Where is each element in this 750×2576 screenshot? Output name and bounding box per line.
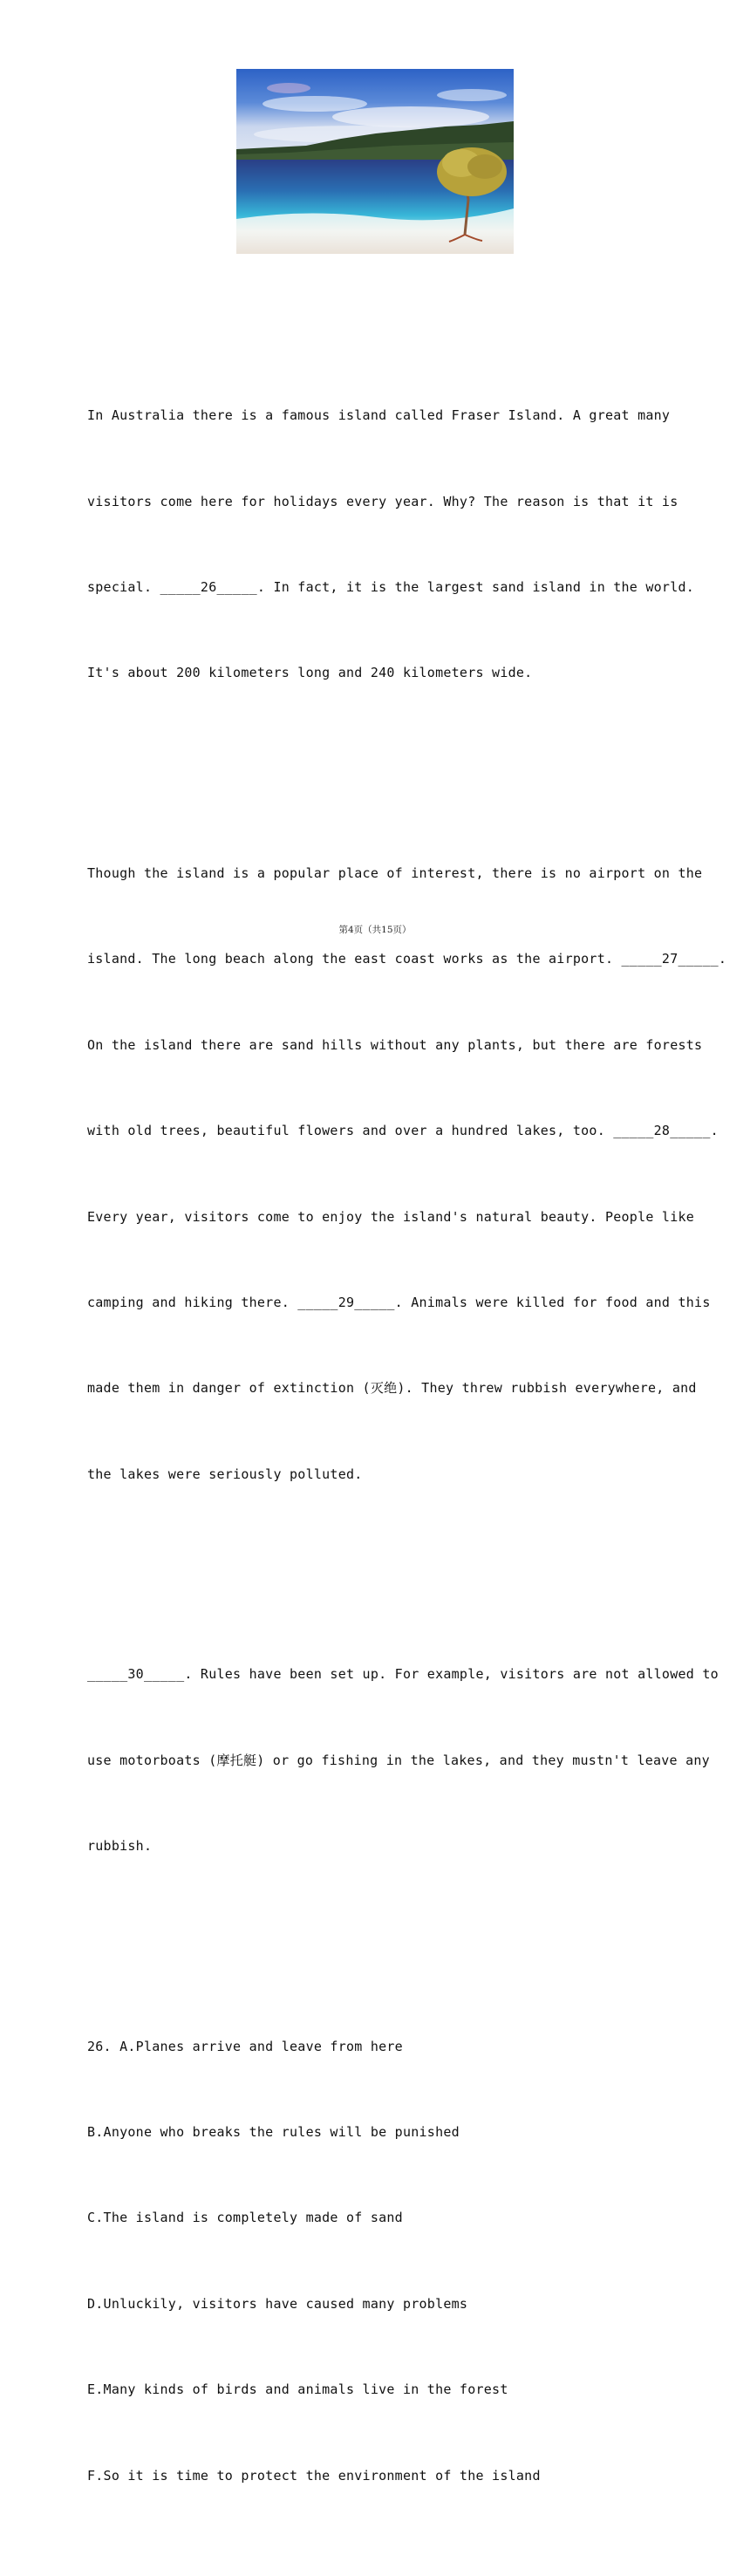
text-line: special. _____26_____. In fact, it is the largest sand island in the world. bbox=[87, 578, 695, 595]
text-line: _____30_____. Rules have been set up. For example, visitors are not allowed to bbox=[87, 1666, 719, 1683]
passage bbox=[87, 287, 727, 2576]
text-line: island. The long beach along the east coast works as the airport. _____27_____. bbox=[87, 951, 727, 967]
paragraph-3 bbox=[87, 1603, 719, 1918]
lake-photo bbox=[236, 69, 514, 254]
option-item: E.Many kinds of birds and animals live in the forest bbox=[87, 2381, 508, 2398]
text-line: It's about 200 kilometers long and 240 kilometers wide. bbox=[87, 665, 533, 681]
text-line: use motorboats (摩托艇) or go fishing in the lakes, and they mustn't leave any bbox=[87, 1752, 710, 1768]
text-line: with old trees, beautiful flowers and over a hundred lakes, too. _____28_____. bbox=[87, 1123, 719, 1139]
option-item: D.Unluckily, visitors have caused many problems bbox=[87, 2295, 468, 2312]
option-item: C.The island is completely made of sand bbox=[87, 2210, 403, 2226]
text-line: made them in danger of extinction (灭绝). They threw rubbish everywhere, and bbox=[87, 1380, 697, 1397]
text-line: Though the island is a popular place of interest, there is no airport on the bbox=[87, 864, 703, 881]
text-line: camping and hiking there. _____29_____. Animals were killed for food and this bbox=[87, 1294, 711, 1310]
text-line: Every year, visitors come to enjoy the island's natural beauty. People like bbox=[87, 1208, 695, 1225]
option-item: F.So it is time to protect the environment of the island bbox=[87, 2467, 541, 2484]
paragraph-1 bbox=[87, 345, 695, 745]
option-item: 26. A.Planes arrive and leave from here bbox=[87, 2038, 403, 2054]
text-line: rubbish. bbox=[87, 1838, 153, 1855]
answer-options bbox=[87, 1975, 667, 2547]
page-footer: 第4页（共15页） bbox=[338, 925, 412, 935]
option-item: B.Anyone who breaks the rules will be punished bbox=[87, 2124, 460, 2140]
text-line: In Australia there is a famous island called Fraser Island. A great many bbox=[87, 407, 671, 424]
text-line: On the island there are sand hills without any plants, but there are forests bbox=[87, 1036, 703, 1053]
text-line: the lakes were seriously polluted. bbox=[87, 1466, 363, 1482]
text-line: visitors come here for holidays every year. Why? The reason is that it is bbox=[87, 493, 678, 509]
paragraph-2 bbox=[87, 802, 727, 1546]
